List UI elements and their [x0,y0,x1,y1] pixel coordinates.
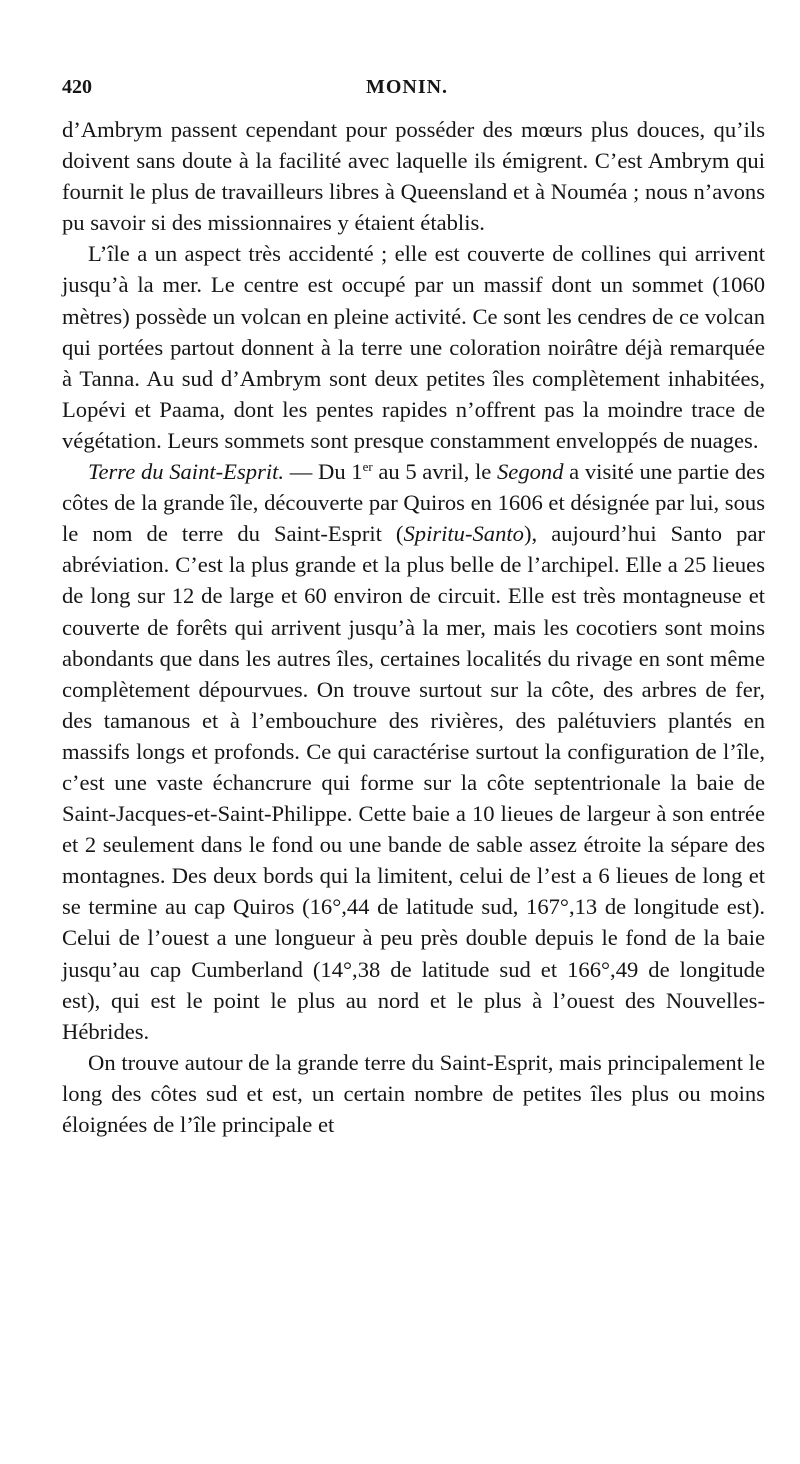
page-header [62,66,752,100]
running-title: MONIN. [365,76,449,98]
paragraph-text: L’île a un aspect très accidenté ; elle est couverte de collines qui arrivent jusqu’à la mer. Le centre est occupé par un massif dont un sommet (1060 mètres) possède un volcan en pleine activité. Ce sont les cendres de ce volcan qui portées partout donnent à la terre une coloration noirâtre déjà remarquée à Tanna. Au sud d’Ambrym sont deux petites îles complètement inhabitées, Lopévi et Paama, dont les pentes rapides n’offrent pas la moindre trace de végétation. Leurs sommets sont presque constamment enveloppés de nuages. [62,241,765,453]
paragraph-saint-esprit [62,456,765,1047]
paragraph-text: d’Ambrym passent cependant pour posséder des mœurs plus douces, qu’ils doivent sans doute à la facilité avec laquelle ils émigrent. C’est Ambrym qui fournit le plus de travailleurs libres à Queensland et à Nouméa ; nous n’avons pu savoir si des missionnaires y étaient établis. [62,117,765,236]
paragraph-text: On trouve autour de la grande terre du Saint-Esprit, mais principalement le long des côtes sud et est, un certain nombre de petites îles plus ou moins éloignées de l’île principale et [62,1049,765,1137]
ship-name: Segond [497,459,564,485]
paragraph-text: au 5 avril, le [372,459,497,485]
paragraph-ambrym-description [62,238,765,456]
ordinal-superscript: er [362,459,373,475]
paragraph-text: ), aujourd’hui Santo par abréviation. C’est la plus grande et la plus belle de l’archipel. Elle a 25 lieues de long sur 12 de large et 60 environ de circuit. Elle est très montagneuse et couverte de forêts qui arrivent jusqu’à la mer, mais les cocotiers sont moins abondants que dans les autres îles, certaines localités du rivage en sont même complètement dépourvues. On trouve surtout sur la côte, des arbres de fer, des tamanous et à l’embouchure des rivières, des palétuviers plantés en massifs longs et profonds. Ce qui caractérise surtout la configuration de l’île, c’est une vaste échancrure qui forme sur la côte septentrionale la baie de Saint-Jacques-et-Saint-Philippe. Cette baie a 10 lieues de largeur à son entrée et 2 seulement dans le fond ou une bande de sable assez étroite la sépare des montagnes. Des deux bords qui la limitent, celui de l’est a 6 lieues de long et se termine au cap Quiros (16°,44 de latitude sud, 167°,13 de longitude est). Celui de l’ouest a une longueur à peu près double depuis le fond de la baie jusqu’au cap Cumberland (14°,38 de latitude sud et 166°,49 de longitude est), qui est le point le plus au nord et le plus à l’ouest des Nouvelles-Hébrides. [62,521,765,1044]
latin-name: Spiritu-Santo [403,521,524,547]
paragraph-small-islands [62,1047,765,1140]
date-text: — Du 1 [284,459,363,485]
page-number: 420 [62,76,92,98]
section-title-terre-du-saint-esprit: Terre du Saint-Esprit. [88,459,285,485]
paragraph-text: a visité une partie des côtes de la grande île, découverte par Quiros en 1606 et désignée par lui, sous le nom de terre du Saint-Esprit ( [62,459,765,547]
paragraph-continuation [62,114,765,238]
body-text [62,114,765,1140]
